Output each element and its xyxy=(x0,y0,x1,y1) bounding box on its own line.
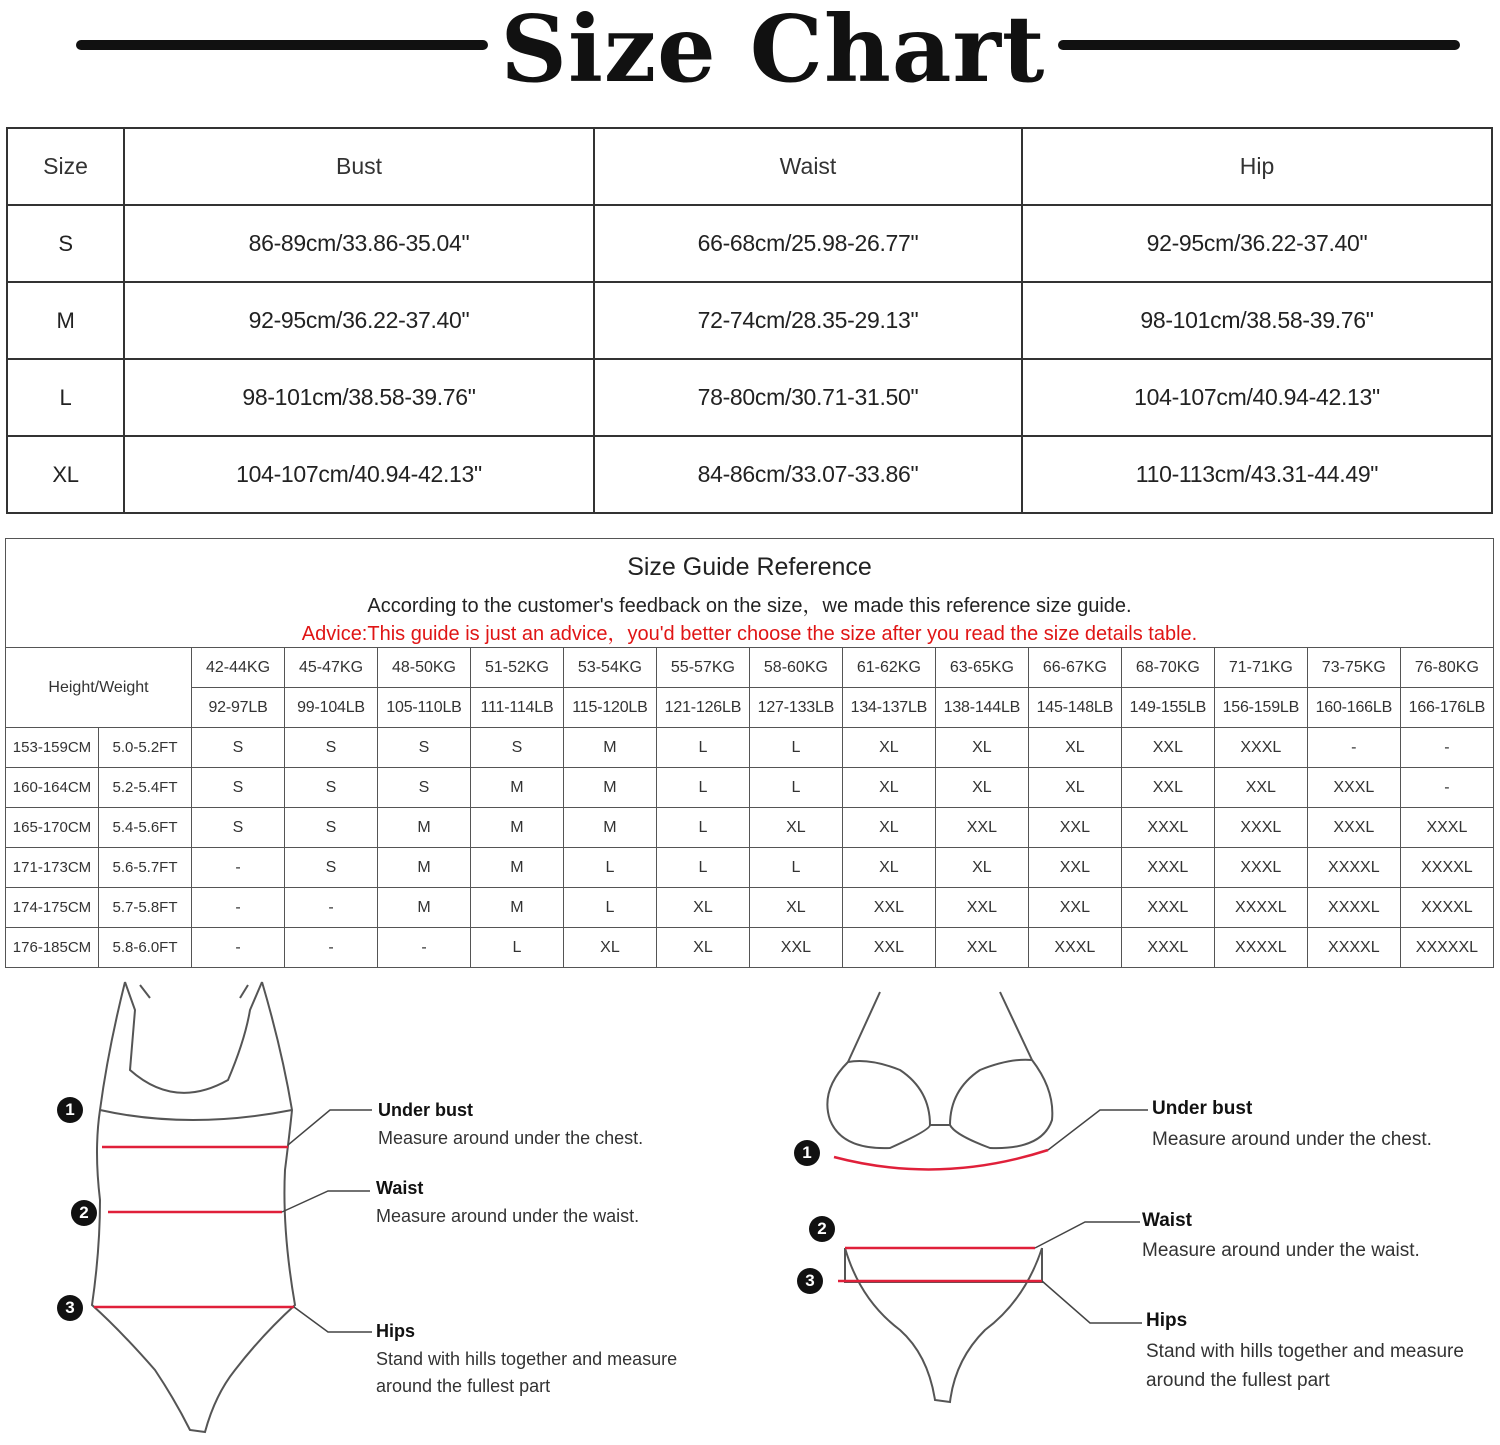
size-table xyxy=(6,127,1493,514)
recommended-size-cell: M xyxy=(470,768,563,808)
recommended-size-cell: XXXL xyxy=(1121,888,1214,928)
size-row xyxy=(7,282,1492,359)
size-cell: L xyxy=(7,359,124,436)
recommended-size-cell: S xyxy=(192,808,285,848)
weight-lb-cell: 149-155LB xyxy=(1121,688,1214,728)
badge-3: 3 xyxy=(57,1295,83,1321)
bikini-hips-pointer xyxy=(1042,1281,1142,1323)
recommended-size-cell: XXXXL xyxy=(1307,888,1400,928)
weight-kg-cell: 45-47KG xyxy=(285,648,378,688)
recommended-size-cell: XL xyxy=(656,888,749,928)
waist-title: Waist xyxy=(376,1178,424,1198)
size-row xyxy=(7,436,1492,513)
badge-2: 2 xyxy=(809,1216,835,1242)
height-ft-cell: 5.2-5.4FT xyxy=(99,768,192,808)
weight-lb-cell: 99-104LB xyxy=(285,688,378,728)
recommended-size-cell: XXXL xyxy=(1121,848,1214,888)
weight-lb-cell: 111-114LB xyxy=(470,688,563,728)
recommended-size-cell: S xyxy=(192,728,285,768)
recommended-size-cell: - xyxy=(192,928,285,968)
weight-kg-cell: 58-60KG xyxy=(749,648,842,688)
weight-kg-cell: 53-54KG xyxy=(563,648,656,688)
weight-kg-row xyxy=(6,648,1494,688)
weight-kg-cell: 68-70KG xyxy=(1121,648,1214,688)
recommended-size-cell: XL xyxy=(842,768,935,808)
weight-lb-cell: 156-159LB xyxy=(1214,688,1307,728)
recommended-size-cell: XXXXL xyxy=(1214,928,1307,968)
height-cm-cell: 160-164CM xyxy=(6,768,99,808)
badge-3: 3 xyxy=(797,1268,823,1294)
height-row xyxy=(6,808,1494,848)
size-guide-title: Size Guide Reference xyxy=(627,553,872,581)
recommended-size-cell: XXXL xyxy=(1307,768,1400,808)
bikini-straps xyxy=(848,992,1032,1062)
underbust-text: Measure around under the chest. xyxy=(378,1128,644,1148)
recommended-size-cell: XL xyxy=(935,848,1028,888)
bikini-underbust-pointer xyxy=(1048,1110,1148,1150)
recommended-size-cell: XXXL xyxy=(1214,728,1307,768)
bikini-right-cup xyxy=(950,1060,1052,1148)
height-ft-cell: 5.7-5.8FT xyxy=(99,888,192,928)
hip-cell: 110-113cm/43.31-44.49" xyxy=(1022,436,1492,513)
onepiece-diagram xyxy=(0,970,750,1445)
height-cm-cell: 165-170CM xyxy=(6,808,99,848)
weight-lb-cell: 92-97LB xyxy=(192,688,285,728)
height-ft-cell: 5.0-5.2FT xyxy=(99,728,192,768)
weight-kg-cell: 42-44KG xyxy=(192,648,285,688)
title-rule-right xyxy=(1058,40,1460,50)
onepiece-neckline xyxy=(125,982,262,1093)
weight-kg-cell: 51-52KG xyxy=(470,648,563,688)
recommended-size-cell: XXL xyxy=(1121,728,1214,768)
recommended-size-cell: - xyxy=(285,928,378,968)
hip-cell: 92-95cm/36.22-37.40" xyxy=(1022,205,1492,282)
recommended-size-cell: L xyxy=(656,768,749,808)
weight-lb-row xyxy=(6,688,1494,728)
recommended-size-cell: M xyxy=(563,808,656,848)
recommended-size-cell: XL xyxy=(656,928,749,968)
hips-text-2: around the fullest part xyxy=(1146,1370,1330,1391)
header-waist: Waist xyxy=(594,128,1022,205)
header-hip: Hip xyxy=(1022,128,1492,205)
recommended-size-cell: - xyxy=(1400,728,1493,768)
recommended-size-cell: M xyxy=(563,768,656,808)
recommended-size-cell: XL xyxy=(842,728,935,768)
recommended-size-cell: L xyxy=(656,808,749,848)
recommended-size-cell: XXL xyxy=(842,928,935,968)
weight-kg-cell: 76-80KG xyxy=(1400,648,1493,688)
bikini-left-cup xyxy=(827,1061,930,1148)
weight-kg-cell: 66-67KG xyxy=(1028,648,1121,688)
recommended-size-cell: XXXXL xyxy=(1400,848,1493,888)
recommended-size-cell: - xyxy=(1307,728,1400,768)
recommended-size-cell: M xyxy=(470,888,563,928)
recommended-size-cell: XXXXL xyxy=(1307,928,1400,968)
size-guide-subtitle: According to the customer's feedback on the size，we made this reference size guide. xyxy=(367,595,1132,617)
recommended-size-cell: XL xyxy=(749,808,842,848)
weight-kg-cell: 71-71KG xyxy=(1214,648,1307,688)
weight-kg-cell: 63-65KG xyxy=(935,648,1028,688)
recommended-size-cell: XL xyxy=(1028,768,1121,808)
bikini-bottom-outline xyxy=(845,1248,1042,1402)
waist-cell: 66-68cm/25.98-26.77" xyxy=(594,205,1022,282)
weight-lb-cell: 134-137LB xyxy=(842,688,935,728)
recommended-size-cell: XXXL xyxy=(1307,808,1400,848)
size-row xyxy=(7,359,1492,436)
title-bar xyxy=(0,0,1500,103)
onepiece-hips-pointer xyxy=(294,1307,372,1332)
onepiece-underbust-pointer xyxy=(288,1110,372,1145)
recommended-size-cell: XXL xyxy=(1028,888,1121,928)
size-guide-table-body xyxy=(6,648,1494,968)
hip-cell: 104-107cm/40.94-42.13" xyxy=(1022,359,1492,436)
size-guide-advice: Advice:This guide is just an advice，you'd better choose the size after you read the size details table. xyxy=(301,623,1198,645)
size-table-header-row xyxy=(7,128,1492,205)
weight-kg-cell: 73-75KG xyxy=(1307,648,1400,688)
weight-lb-cell: 166-176LB xyxy=(1400,688,1493,728)
recommended-size-cell: L xyxy=(470,928,563,968)
bikini-diagram xyxy=(750,970,1500,1445)
weight-lb-cell: 121-126LB xyxy=(656,688,749,728)
height-row xyxy=(6,728,1494,768)
recommended-size-cell: XXL xyxy=(1121,768,1214,808)
waist-text: Measure around under the waist. xyxy=(1142,1240,1420,1261)
recommended-size-cell: M xyxy=(470,808,563,848)
size-cell: M xyxy=(7,282,124,359)
recommended-size-cell: M xyxy=(377,808,470,848)
badge-2: 2 xyxy=(71,1200,97,1226)
waist-title: Waist xyxy=(1142,1210,1192,1231)
size-guide-table xyxy=(5,647,1494,968)
hips-title: Hips xyxy=(1146,1310,1188,1331)
recommended-size-cell: XXL xyxy=(749,928,842,968)
recommended-size-cell: XXXL xyxy=(1028,928,1121,968)
recommended-size-cell: XL xyxy=(842,808,935,848)
recommended-size-cell: L xyxy=(563,848,656,888)
bust-cell: 98-101cm/38.58-39.76" xyxy=(124,359,594,436)
weight-kg-cell: 48-50KG xyxy=(377,648,470,688)
onepiece-waist-pointer xyxy=(282,1191,370,1212)
recommended-size-cell: S xyxy=(285,728,378,768)
recommended-size-cell: - xyxy=(192,848,285,888)
recommended-size-cell: L xyxy=(656,848,749,888)
recommended-size-cell: XL xyxy=(749,888,842,928)
badge-1: 1 xyxy=(57,1097,83,1123)
weight-lb-cell: 115-120LB xyxy=(563,688,656,728)
height-row xyxy=(6,888,1494,928)
recommended-size-cell: M xyxy=(377,888,470,928)
hips-title: Hips xyxy=(376,1321,416,1341)
recommended-size-cell: XXL xyxy=(935,808,1028,848)
recommended-size-cell: XL xyxy=(935,728,1028,768)
recommended-size-cell: XXXL xyxy=(1214,808,1307,848)
recommended-size-cell: XXL xyxy=(935,888,1028,928)
bust-cell: 104-107cm/40.94-42.13" xyxy=(124,436,594,513)
hip-cell: 98-101cm/38.58-39.76" xyxy=(1022,282,1492,359)
bikini-illustration xyxy=(750,970,1500,1445)
recommended-size-cell: S xyxy=(285,848,378,888)
weight-lb-cell: 160-166LB xyxy=(1307,688,1400,728)
height-row xyxy=(6,928,1494,968)
weight-kg-cell: 61-62KG xyxy=(842,648,935,688)
recommended-size-cell: S xyxy=(470,728,563,768)
waist-cell: 84-86cm/33.07-33.86" xyxy=(594,436,1022,513)
recommended-size-cell: S xyxy=(192,768,285,808)
size-cell: S xyxy=(7,205,124,282)
recommended-size-cell: L xyxy=(656,728,749,768)
recommended-size-cell: XXXL xyxy=(1400,808,1493,848)
height-ft-cell: 5.4-5.6FT xyxy=(99,808,192,848)
height-row xyxy=(6,768,1494,808)
hips-text-1: Stand with hills together and measure xyxy=(376,1349,678,1369)
recommended-size-cell: S xyxy=(377,768,470,808)
recommended-size-cell: XXL xyxy=(935,928,1028,968)
recommended-size-cell: - xyxy=(377,928,470,968)
size-row xyxy=(7,205,1492,282)
badge-1: 1 xyxy=(794,1140,820,1166)
recommended-size-cell: S xyxy=(377,728,470,768)
page-title: Size Chart xyxy=(500,0,1046,103)
recommended-size-cell: L xyxy=(749,848,842,888)
waist-cell: 78-80cm/30.71-31.50" xyxy=(594,359,1022,436)
recommended-size-cell: XXL xyxy=(1214,768,1307,808)
recommended-size-cell: L xyxy=(749,768,842,808)
weight-kg-cell: 55-57KG xyxy=(656,648,749,688)
recommended-size-cell: - xyxy=(285,888,378,928)
recommended-size-cell: L xyxy=(563,888,656,928)
weight-lb-cell: 138-144LB xyxy=(935,688,1028,728)
bust-cell: 92-95cm/36.22-37.40" xyxy=(124,282,594,359)
height-cm-cell: 174-175CM xyxy=(6,888,99,928)
recommended-size-cell: XXL xyxy=(1028,808,1121,848)
weight-lb-cell: 127-133LB xyxy=(749,688,842,728)
waist-text: Measure around under the waist. xyxy=(376,1206,640,1226)
recommended-size-cell: - xyxy=(192,888,285,928)
underbust-title: Under bust xyxy=(378,1100,474,1120)
recommended-size-cell: XL xyxy=(842,848,935,888)
recommended-size-cell: M xyxy=(563,728,656,768)
recommended-size-cell: XXXL xyxy=(1121,808,1214,848)
recommended-size-cell: XL xyxy=(935,768,1028,808)
hips-text-2: around the fullest part xyxy=(376,1376,551,1396)
height-ft-cell: 5.8-6.0FT xyxy=(99,928,192,968)
height-cm-cell: 176-185CM xyxy=(6,928,99,968)
size-table-body xyxy=(7,205,1492,513)
recommended-size-cell: XL xyxy=(563,928,656,968)
recommended-size-cell: XXXXL xyxy=(1307,848,1400,888)
recommended-size-cell: L xyxy=(749,728,842,768)
bikini-underbust-line xyxy=(834,1150,1048,1169)
bikini-waist-pointer xyxy=(1035,1222,1140,1248)
height-weight-label: Height/Weight xyxy=(6,648,192,728)
size-guide-header xyxy=(5,538,1494,648)
underbust-title: Under bust xyxy=(1152,1098,1253,1119)
height-cm-cell: 153-159CM xyxy=(6,728,99,768)
recommended-size-cell: XXXL xyxy=(1214,848,1307,888)
hips-text-1: Stand with hills together and measure xyxy=(1146,1341,1464,1362)
onepiece-outline xyxy=(92,982,295,1432)
recommended-size-cell: XXL xyxy=(842,888,935,928)
recommended-size-cell: XL xyxy=(1028,728,1121,768)
recommended-size-cell: XXXXXL xyxy=(1400,928,1493,968)
bust-cell: 86-89cm/33.86-35.04" xyxy=(124,205,594,282)
header-bust: Bust xyxy=(124,128,594,205)
recommended-size-cell: S xyxy=(285,808,378,848)
header-size: Size xyxy=(7,128,124,205)
recommended-size-cell: XXXL xyxy=(1121,928,1214,968)
title-rule-left xyxy=(76,40,488,50)
height-ft-cell: 5.6-5.7FT xyxy=(99,848,192,888)
height-row xyxy=(6,848,1494,888)
size-cell: XL xyxy=(7,436,124,513)
recommended-size-cell: XXXXL xyxy=(1400,888,1493,928)
underbust-text: Measure around under the chest. xyxy=(1152,1129,1432,1150)
recommended-size-cell: M xyxy=(377,848,470,888)
weight-lb-cell: 145-148LB xyxy=(1028,688,1121,728)
weight-lb-cell: 105-110LB xyxy=(377,688,470,728)
waist-cell: 72-74cm/28.35-29.13" xyxy=(594,282,1022,359)
height-cm-cell: 171-173CM xyxy=(6,848,99,888)
recommended-size-cell: - xyxy=(1400,768,1493,808)
recommended-size-cell: M xyxy=(470,848,563,888)
recommended-size-cell: XXL xyxy=(1028,848,1121,888)
recommended-size-cell: S xyxy=(285,768,378,808)
recommended-size-cell: XXXXL xyxy=(1214,888,1307,928)
